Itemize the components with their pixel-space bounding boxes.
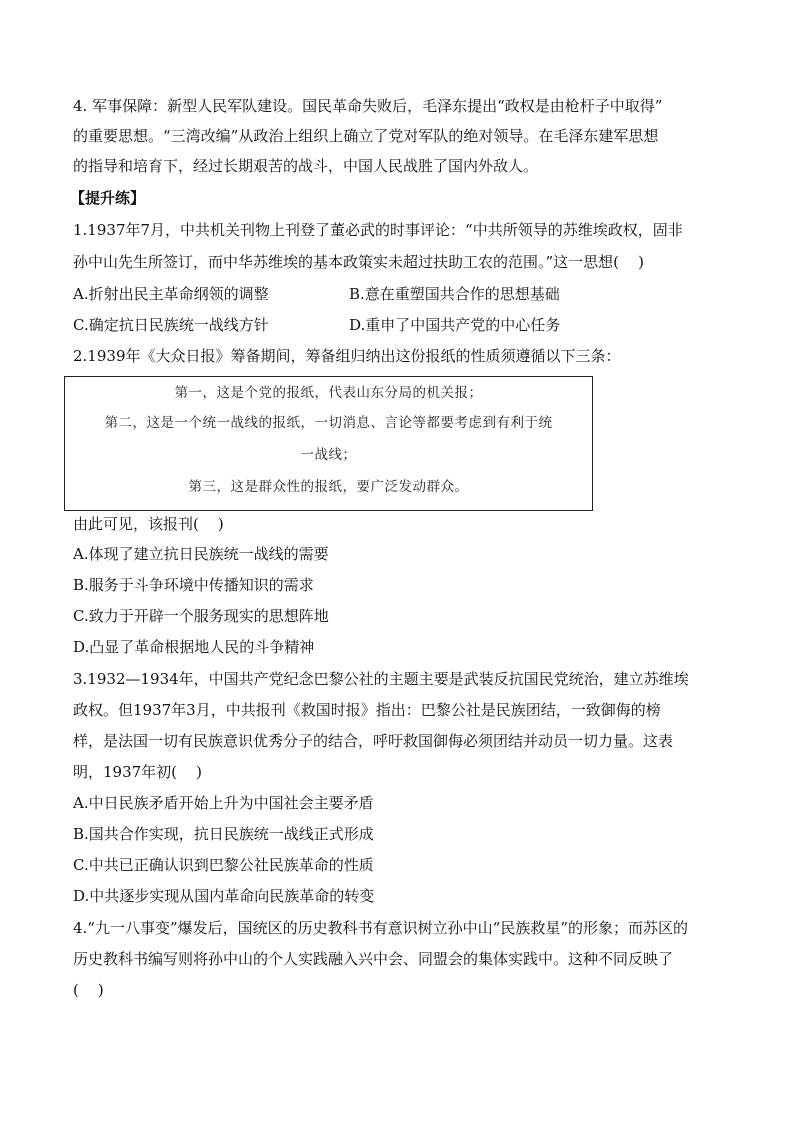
q2-stem-line2: 由此可见，该报刊( ) (73, 515, 224, 533)
q1-stem-line2: 孙中山先生所签订，而中华苏维埃的基本政策实未超过扶助工农的范围。”这一思想( ) (73, 253, 644, 271)
q1-option-d: D.重申了中国共产党的中心任务 (349, 316, 561, 334)
q4-stem-line2: 历史教科书编写则将孙中山的个人实践融入兴中会、同盟会的集体实践中。这种不同反映了 (73, 950, 674, 968)
practice-heading: 【提升练】 (70, 189, 146, 207)
q3-stem-line4: 明，1937年初( ) (73, 763, 202, 781)
q3-stem-line2: 政权。但1937年3月，中共报刊《救国时报》指出：巴黎公社是民族团结，一致御侮的榜 (73, 701, 661, 719)
q2-option-d: D.凸显了革命根据地人民的斗争精神 (73, 638, 315, 656)
q1-option-a: A.折射出民主革命纲领的调整 (73, 285, 269, 303)
q2-quote-line1: 第一，这是个党的报纸，代表山东分局的机关报； (174, 385, 483, 401)
q4-stem-line1: 4.“九一八事变”爆发后，国统区的历史教科书有意识树立孙中山“民族救星”的形象；而苏区的 (73, 919, 688, 937)
q2-quote-line4: 第三，这是群众性的报纸，要广泛发动群众。 (188, 479, 469, 495)
q2-quote-line2: 第二，这是一个统一战线的报纸，一切消息、言论等都要考虑到有利于统 (104, 415, 553, 431)
q1-stem-line1: 1.1937年7月，中共机关刊物上刊登了董必武的时事评论：“中共所领导的苏维埃政权，固非 (73, 221, 683, 239)
q2-option-b: B.服务于斗争环境中传播知识的需求 (73, 576, 314, 594)
q2-option-c: C.致力于开辟一个服务现实的思想阵地 (73, 607, 329, 625)
q3-option-b: B.国共合作实现，抗日民族统一战线正式形成 (73, 825, 374, 843)
q1-option-b: B.意在重塑国共合作的思想基础 (349, 285, 560, 303)
q3-option-d: D.中共逐步实现从国内革命向民族革命的转变 (73, 887, 375, 905)
q1-options-row2 (73, 311, 723, 340)
q3-stem-line1: 3.1932—1934年，中国共产党纪念巴黎公社的主题主要是武装反抗国民党统治，建立苏维埃 (73, 670, 689, 688)
q1-option-c: C.确定抗日民族统一战线方针 (73, 316, 269, 334)
q2-quote-box (64, 376, 593, 511)
q3-stem-line3: 样，是法国一切有民族意识优秀分子的结合，呼吁救国御侮必须团结并动员一切力量。这表 (73, 732, 674, 750)
q3-option-c: C.中共已正确认识到巴黎公社民族革命的性质 (73, 856, 374, 874)
q2-stem-line1: 2.1939年《大众日报》筹备期间，筹备组归纳出这份报纸的性质须遵循以下三条： (73, 347, 621, 365)
section4-line1: 4. 军事保障：新型人民军队建设。国民革命失败后，毛泽东提出“政权是由枪杆子中取得” (73, 97, 663, 115)
q2-option-a: A.体现了建立抗日民族统一战线的需要 (73, 545, 329, 563)
q3-option-a: A.中日民族矛盾开始上升为中国社会主要矛盾 (73, 794, 374, 812)
section4-line3: 的指导和培育下，经过长期艰苦的战斗，中国人民战胜了国内外敌人。 (73, 157, 539, 175)
q1-options-row1 (73, 280, 723, 309)
q2-quote-line3: 一战线； (300, 447, 357, 463)
section4-line2: 的重要思想。“三湾改编”从政治上组织上确立了党对军队的绝对领导。在毛泽东建军思想 (73, 127, 659, 145)
q4-stem-line3: ( ) (73, 981, 104, 999)
